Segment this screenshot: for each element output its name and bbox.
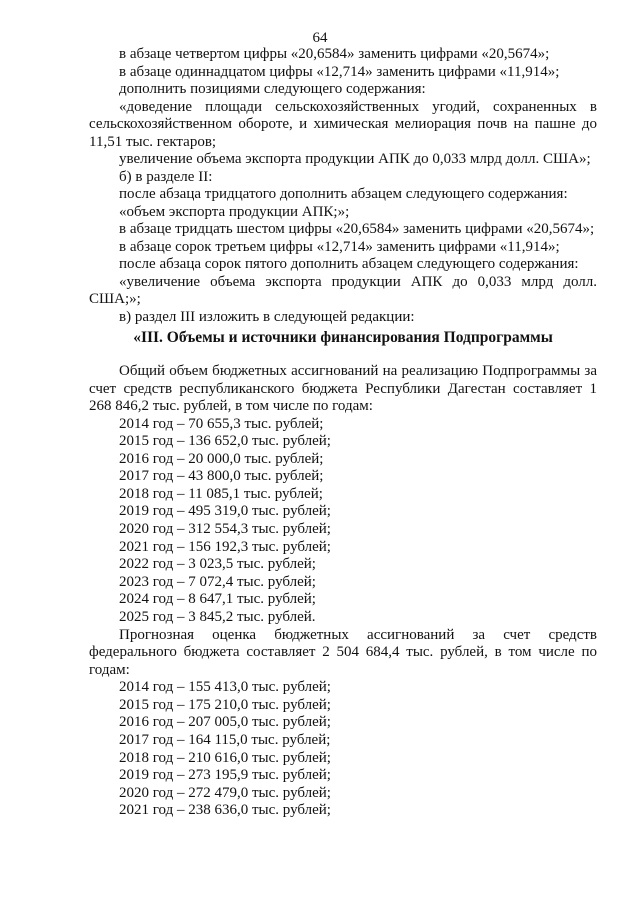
year-line: 2025 год – 3 845,2 тыс. рублей.: [119, 609, 316, 626]
year-line: 2016 год – 20 000,0 тыс. рублей;: [119, 450, 324, 467]
page-number: 64: [312, 30, 328, 46]
year-line: 2015 год – 175 210,0 тыс. рублей;: [119, 696, 331, 713]
year-line: 2017 год – 164 115,0 тыс. рублей;: [119, 731, 331, 748]
paragraph: дополнить позициями следующего содержания:: [119, 81, 426, 97]
year-line: 2016 год – 207 005,0 тыс. рублей;: [119, 714, 331, 731]
year-line: 2015 год – 136 652,0 тыс. рублей;: [119, 433, 331, 450]
year-line: 2018 год – 210 616,0 тыс. рублей;: [119, 749, 331, 766]
federal-years-list: [89, 679, 597, 820]
year-line: 2023 год – 7 072,4 тыс. рублей;: [119, 573, 316, 590]
paragraph: увеличение объема экспорта продукции АПК до 0,033 млрд долл. США»;: [119, 151, 591, 167]
year-line: 2014 год – 70 655,3 тыс. рублей;: [119, 415, 324, 432]
paragraph: «объем экспорта продукции АПК;»;: [119, 203, 350, 220]
year-line: 2019 год – 495 319,0 тыс. рублей;: [119, 503, 331, 520]
year-line: 2017 год – 43 800,0 тыс. рублей;: [119, 468, 324, 485]
year-line: 2021 год – 238 636,0 тыс. рублей;: [119, 802, 331, 819]
paragraph: «доведение площади сельскохозяйственных угодий, сохраненных в сельскохозяйственном обороте, и химическая мелиорация почв на пашне до 11,51 тыс. гектаров;: [89, 98, 597, 150]
regional-years-list: [89, 416, 597, 627]
regional-budget-intro: Общий объем бюджетных ассигнований на реализацию Подпрограммы за счет средств республиканского бюджета Республики Дагестан составляет 1 268 846,2 тыс. рублей, в том числе по годам:: [89, 363, 597, 414]
year-line: 2021 год – 156 192,3 тыс. рублей;: [119, 538, 331, 555]
paragraph: в абзаце одиннадцатом цифры «12,714» заменить цифрами «11,914»;: [119, 63, 560, 80]
section-title: «III. Объемы и источники финансирования Подпрограммы: [133, 329, 553, 346]
year-line: 2022 год – 3 023,5 тыс. рублей;: [119, 556, 316, 573]
paragraph: в абзаце тридцать шестом цифры «20,6584» заменить цифрами «20,5674»;: [119, 221, 595, 237]
paragraph: в абзаце четвертом цифры «20,6584» заменить цифрами «20,5674»;: [119, 46, 550, 62]
year-line: 2018 год – 11 085,1 тыс. рублей;: [119, 485, 323, 502]
year-line: 2024 год – 8 647,1 тыс. рублей;: [119, 591, 316, 608]
document-body: [89, 46, 597, 820]
year-line: 2014 год – 155 413,0 тыс. рублей;: [119, 679, 331, 696]
year-line: 2020 год – 312 554,3 тыс. рублей;: [119, 521, 331, 538]
paragraph: б) в разделе II:: [119, 168, 213, 185]
federal-budget-intro: Прогнозная оценка бюджетных ассигнований за счет средств федерального бюджета составляет 2 504 684,4 тыс. рублей, в том числе по годам:: [89, 626, 597, 678]
paragraph: «увеличение объема экспорта продукции АПК до 0,033 млрд долл. США;»;: [89, 273, 597, 307]
paragraph: после абзаца тридцатого дополнить абзацем следующего содержания:: [119, 186, 568, 202]
year-line: 2019 год – 273 195,9 тыс. рублей;: [119, 767, 331, 784]
paragraph: после абзаца сорок пятого дополнить абзацем следующего содержания:: [119, 256, 579, 272]
paragraph: в абзаце сорок третьем цифры «12,714» заменить цифрами «11,914»;: [119, 238, 560, 255]
year-line: 2020 год – 272 479,0 тыс. рублей;: [119, 784, 331, 801]
paragraph: в) раздел III изложить в следующей редакции:: [119, 308, 415, 325]
